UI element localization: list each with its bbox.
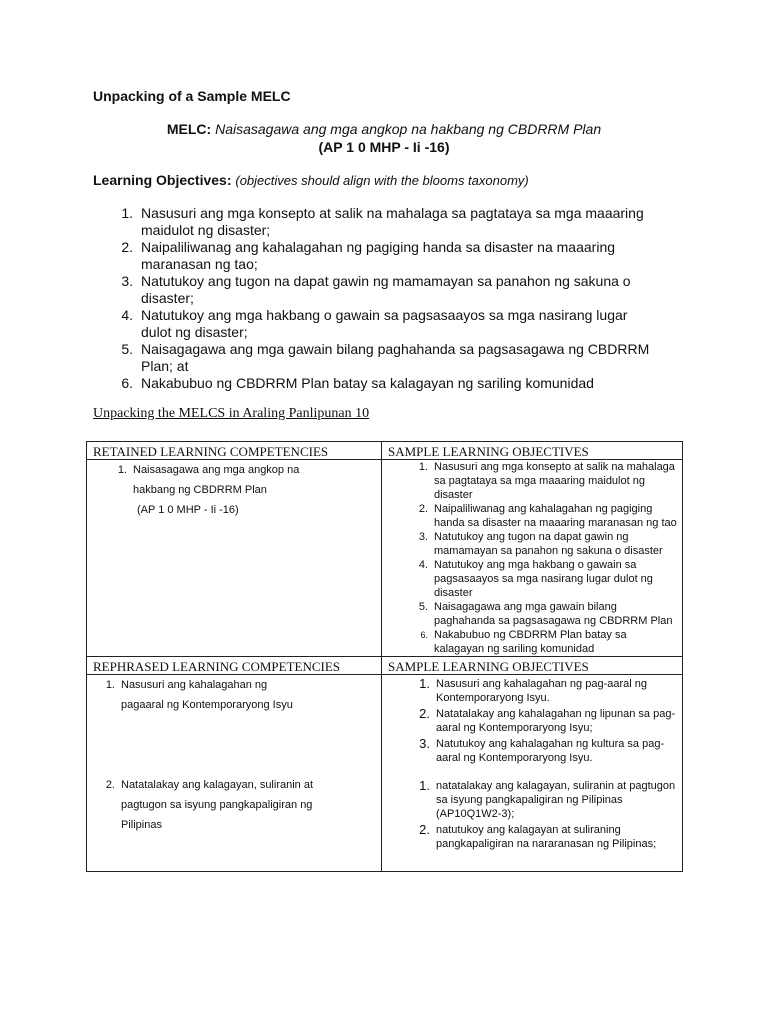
melc-text: Naisasagawa ang mga angkop na hakbang ng CBDRRM Plan: [215, 121, 602, 137]
header-rephrased: REPHRASED LEARNING COMPETENCIES: [87, 657, 382, 675]
page-title: Unpacking of a Sample MELC: [93, 88, 291, 104]
item-text: natutukoy ang kalagayan at suliraning pangkapaligiran na nararanasan ng Pilipinas;: [436, 824, 657, 850]
item-number: 1.: [121, 205, 133, 221]
retained-list: [91, 460, 377, 520]
melc-heading: [0, 120, 768, 156]
lo-note: (objectives should align with the blooms taxonomy): [235, 173, 529, 188]
item-number: 5.: [418, 601, 428, 613]
retained-cell: [87, 460, 382, 657]
item-number: 6.: [420, 630, 428, 640]
item-code: (AP 1 0 MHP - Ii -16): [137, 504, 239, 516]
list-item: [91, 460, 377, 500]
item-number: 1.: [418, 461, 428, 473]
header-retained: RETAINED LEARNING COMPETENCIES: [87, 442, 382, 460]
item-text: Nasusuri ang kahalagahan ng pagaaral ng Kontemporaryong Isyu: [121, 679, 293, 711]
item-text: Naipaliliwanag ang kahalagahan ng pagiging handa sa disaster na maaaring maranasan ng tao;: [141, 239, 616, 272]
melc-table: [86, 441, 683, 872]
list-item: [386, 823, 678, 851]
item-text: natatalakay ang kalagayan, suliranin at pagtugon sa isyung pangkapaligiran ng Pilipinas (AP10Q1W2-3);: [436, 780, 676, 820]
item-number: 3.: [419, 736, 430, 751]
list-item: [93, 239, 653, 273]
item-number: 1.: [105, 679, 115, 691]
melc-label: MELC:: [166, 121, 212, 137]
item-text: Naisagagawa ang mga gawain bilang paghahanda sa pagsasagawa ng CBDRRM Plan; at: [141, 341, 650, 374]
rephrased-objectives-list-2: [386, 779, 678, 851]
header-sample-objectives-2: SAMPLE LEARNING OBJECTIVES: [382, 657, 683, 675]
item-number: 1.: [419, 676, 430, 691]
item-indent: [91, 500, 133, 520]
item-number: 3.: [418, 531, 428, 543]
table-row: [87, 657, 683, 675]
item-text: Natutukoy ang tugon na dapat gawin ng mamamayan sa panahon ng sakuna o disaster;: [141, 273, 631, 306]
list-item: [93, 307, 653, 341]
item-text: Nakabubuo ng CBDRRM Plan batay sa kalagayan ng sariling komunidad: [434, 629, 627, 655]
objectives-list: [93, 205, 653, 392]
melc-code: (AP 1 0 MHP - Ii -16): [318, 139, 450, 155]
item-text: Natutukoy ang tugon na dapat gawin ng mamamayan sa panahon ng sakuna o disaster: [434, 531, 663, 557]
list-item: [91, 775, 377, 835]
list-item: [386, 502, 678, 530]
list-item: [93, 205, 653, 239]
item-text: Natutukoy ang mga hakbang o gawain sa pagsasaayos sa mga nasirang lugar dulot ng disaster: [434, 559, 653, 599]
rephrased-list: [91, 675, 377, 835]
item-text: Naipaliliwanag ang kahalagahan ng pagiging handa sa disaster na maaaring maranasan ng tao: [434, 503, 677, 529]
header-sample-objectives: SAMPLE LEARNING OBJECTIVES: [382, 442, 683, 460]
table-row: [87, 442, 683, 460]
item-number: 4.: [418, 559, 428, 571]
item-text: Natatalakay ang kalagayan, suliranin at pagtugon sa isyung pangkapaligiran ng Pilipinas: [121, 779, 314, 831]
item-text: Natatalakay ang kahalagahan ng lipunan sa pag-aaral ng Kontemporaryong Isyu;: [436, 708, 676, 734]
item-number: 2.: [419, 706, 430, 721]
list-item: [386, 779, 678, 821]
rephrased-cell: [87, 675, 382, 872]
item-text: Nasusuri ang mga konsepto at salik na mahalaga sa pagtataya sa mga maaaring maidulot ng disaster;: [141, 205, 644, 238]
item-number: 1.: [419, 778, 430, 793]
list-item: [93, 273, 653, 307]
list-item: [386, 737, 678, 765]
lo-label: Learning Objectives:: [93, 172, 232, 188]
unpacking-title: Unpacking the MELCS in Araling Panlipunan 10: [93, 406, 370, 421]
list-item: [93, 341, 653, 375]
list-item: [386, 530, 678, 558]
list-item: [386, 558, 678, 600]
item-text: Nasusuri ang mga konsepto at salik na mahalaga sa pagtataya sa mga maaaring maidulot ng disaster: [434, 461, 675, 501]
item-text: Naisagagawa ang mga gawain bilang paghahanda sa pagsasagawa ng CBDRRM Plan: [434, 601, 673, 627]
item-number: 1.: [117, 464, 127, 476]
list-item: [93, 375, 653, 392]
item-number: 3.: [121, 273, 133, 289]
rephrased-objectives-cell: [382, 675, 683, 872]
item-text: Natutukoy ang kahalagahan ng kultura sa pag-aaral ng Kontemporaryong Isyu.: [436, 738, 665, 764]
item-number: 2.: [419, 822, 430, 837]
item-text: Nakabubuo ng CBDRRM Plan batay sa kalagayan ng sariling komunidad: [141, 375, 594, 391]
item-number: 4.: [121, 307, 133, 323]
list-item: [91, 675, 377, 775]
list-item: [386, 600, 678, 628]
list-item: [91, 500, 377, 520]
item-number: 5.: [121, 341, 133, 357]
sample-objectives-list: [386, 460, 678, 656]
item-number: 2.: [121, 239, 133, 255]
item-text: Nasusuri ang kahalagahan ng pag-aaral ng Kontemporaryong Isyu.: [436, 678, 647, 704]
item-number: 6.: [121, 375, 133, 391]
list-item: [386, 628, 678, 656]
table-row: [87, 675, 683, 872]
list-item: [386, 460, 678, 502]
item-number: 2.: [105, 779, 115, 791]
item-number: 2.: [418, 503, 428, 515]
sample-objectives-cell: [382, 460, 683, 657]
list-item: [386, 707, 678, 735]
list-item: [386, 677, 678, 705]
learning-objectives-heading: [93, 172, 529, 188]
rephrased-objectives-list-1: [386, 677, 678, 777]
item-text: Natutukoy ang mga hakbang o gawain sa pagsasaayos sa mga nasirang lugar dulot ng disaster;: [141, 307, 628, 340]
item-text: Naisasagawa ang mga angkop na hakbang ng CBDRRM Plan: [133, 464, 300, 496]
table-row: [87, 460, 683, 657]
